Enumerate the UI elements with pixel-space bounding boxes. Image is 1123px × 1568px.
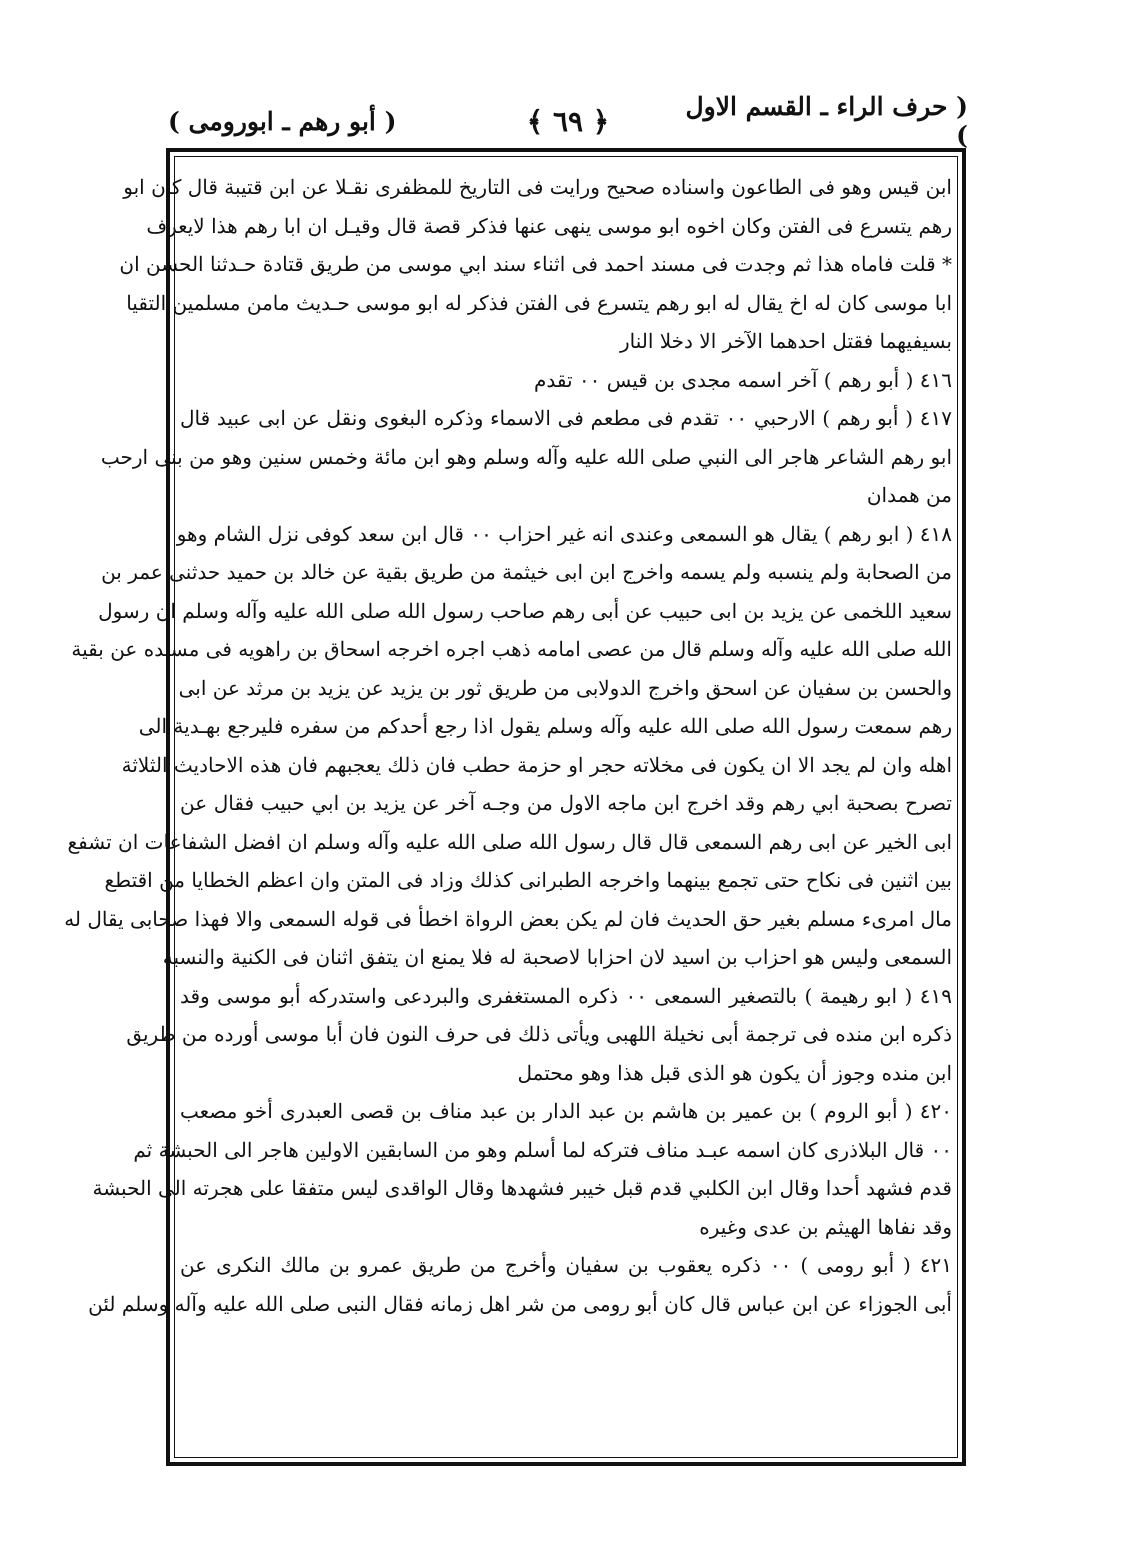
text-line: والحسن بن سفيان عن اسحق واخرج الدولابى من طريق ثور بن يزيد عن يزيد بن مرثد عن ابى — [178, 675, 952, 700]
page-body — [64, 168, 952, 1453]
header-entry-range: ( أبو رهم ـ ابورومى ) — [168, 106, 397, 136]
text-line: سعيد اللخمى عن يزيد بن ابى حبيب عن أبى رهم صاحب رسول الله صلى الله عليه وآله وسلم ان رسول — [98, 598, 952, 623]
text-line: ابن قيس وهو فى الطاعون واسناده صحيح ورايت فى التاريخ للمظفرى نقـلا عن ابن قتيبة قال كان ابو — [123, 175, 952, 199]
text-line: * قلت فاماه هذا ثم وجدت فى مسند احمد فى اثناء سند ابي موسى من طريق قتادة حـدثنا الحسن ان — [119, 252, 952, 276]
text-line: رهم يتسرع فى الفتن وكان اخوه ابو موسى ينهى عنها فذكر قصة قال وقيـل ان ابا رهم هذا لايعرف — [146, 213, 952, 238]
text-line: وقد نفاها الهيثم بن عدى وغيره — [699, 1214, 952, 1239]
header-section-title: ( حرف الراء ـ القسم الاول ) — [685, 92, 968, 150]
page-number: ﴿ ٦٩ ﴾ — [526, 104, 610, 138]
text-line: ابو رهم الشاعر هاجر الى النبي صلى الله عليه وآله وسلم وهو ابن مائة وخمس سنين وهو من بنى ارحب — [100, 444, 952, 469]
entry-418: ٤١٨ ( ابو رهم ) يقال هو السمعى وعندى انه غير احزاب ٠٠ قال ابن سعد كوفى نزل الشام وهو — [176, 521, 952, 546]
text-line: ابا موسى كان له اخ يقال له ابو رهم يتسرع فى الفتن فذكر له ابو موسى حـديث مامن مسلمين التقيا — [126, 290, 952, 315]
page-header — [168, 92, 968, 150]
text-line: اهله وان لم يجد الا ان يكون فى مخلاته حجر او حزمة حطب فان ذلك يعجبهم فان هذه الاحاديث الثلاثة — [121, 752, 952, 777]
text-line: قدم فشهد أحدا وقال ابن الكلبي قدم قبل خيبر فشهدها وقال الواقدى ليس متفقا على هجرته الى الحبشة — [92, 1176, 952, 1200]
text-line: بين اثنين فى نكاح حتى تجمع بينهما واخرجه الطبرانى كذلك وزاد فى المتن وان اعظم الخطايا من اقتطع — [104, 868, 952, 892]
entry-416: ٤١٦ ( أبو رهم ) آخر اسمه مجدى بن قيس ٠٠ تقدم — [533, 367, 952, 392]
entry-421: ٤٢١ ( أبو رومى ) ٠٠ ذكره يعقوب بن سفيان وأخرج من طريق عمرو بن مالك النكرى عن — [180, 1253, 952, 1277]
text-line: الله صلى الله عليه وآله وسلم قال من عصى امامه ذهب اجره اخرجه اسحاق بن راهويه فى مسنده عن بقية — [71, 637, 952, 661]
text-line: بسيفيهما فقتل احدهما الآخر الا دخلا النار — [619, 329, 952, 353]
text-line: من الصحابة ولم ينسبه ولم يسمه واخرج ابن ابى خيثمة من طريق بقية عن خالد بن حميد حدثنى عمر بن — [101, 560, 952, 584]
text-line: ابن منده وجوز أن يكون هو الذى قبل هذا وهو محتمل — [517, 1060, 952, 1085]
text-line: من همدان — [866, 483, 952, 507]
text-line: أبى الجوزاء عن ابن عباس قال كان أبو رومى من شر اهل زمانه فقال النبى صلى الله عليه وآله وسلم لئن — [88, 1291, 952, 1316]
entry-420: ٤٢٠ ( أبو الروم ) بن عمير بن هاشم بن عبد الدار بن عبد مناف بن قصى العبدرى أخو مصعب — [180, 1099, 952, 1123]
text-line: رهم سمعت رسول الله صلى الله عليه وآله وسلم يقول اذا رجع أحدكم من سفره فليرجع بهـدية الى — [138, 714, 952, 738]
text-line: ابى الخير عن ابى رهم السمعى قال قال رسول الله صلى الله عليه وآله وسلم ان افضل الشفاعات ان تشفع — [67, 829, 952, 854]
entry-417: ٤١٧ ( أبو رهم ) الارحبي ٠٠ تقدم فى مطعم فى الاسماء وذكره البغوى ونقل عن ابى عبيد قال — [180, 406, 952, 430]
text-line: ٠٠ قال البلاذرى كان اسمه عبـد مناف فتركه لما أسلم وهو من السابقين الاولين هاجر الى الحبشة ثم — [133, 1137, 952, 1162]
text-line: تصرح بصحبة ابي رهم وقد اخرج ابن ماجه الاول من وجـه آخر عن يزيد بن ابي حبيب فقال عن — [180, 791, 952, 815]
text-line: مال امرىء مسلم بغير حق الحديث فان لم يكن بعض الرواة اخطأ فى قوله السمعى والا فهذا صحابى يقال له — [64, 906, 952, 931]
entry-419: ٤١٩ ( ابو رهيمة ) بالتصغير السمعى ٠٠ ذكره المستغفرى والبردعى واستدركه أبو موسى وقد — [180, 983, 952, 1008]
text-line: السمعى وليس هو احزاب بن اسيد لان احزابا لاصحبة له فلا يمنع ان يتفق اثنان فى الكنية والنسبة — [162, 945, 952, 969]
text-line: ذكره ابن منده فى ترجمة أبى نخيلة اللهبى ويأتى ذلك فى حرف النون فان أبا موسى أورده من طريق — [126, 1022, 952, 1046]
